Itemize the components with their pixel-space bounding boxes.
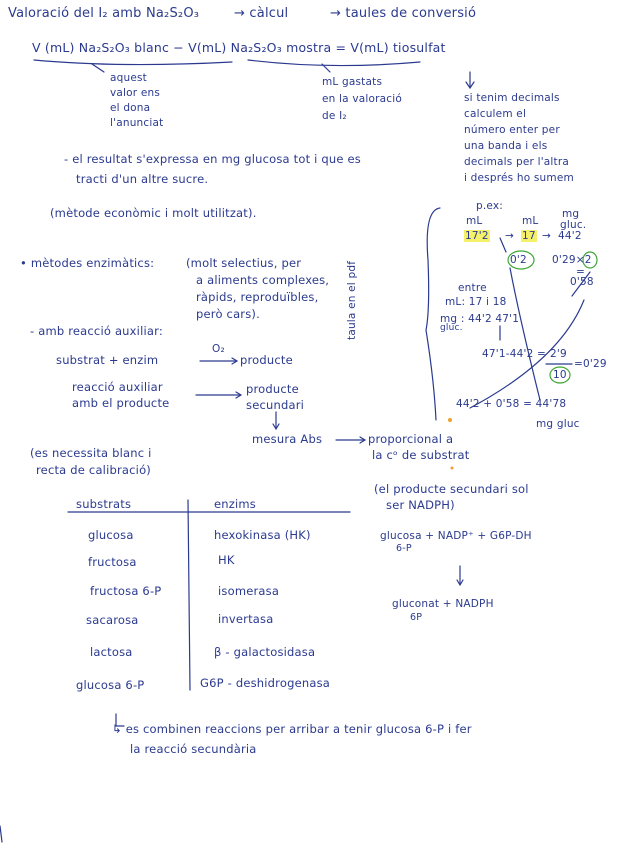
nadph-r2-sub: 6P [410, 612, 423, 623]
note-left-1: aquest [110, 72, 148, 84]
aux-r2-right-2: secundari [246, 398, 305, 412]
example-diff: 47'1-44'2 = [482, 348, 546, 360]
enzymatic-line-3: ràpids, reproduïbles, [196, 290, 319, 304]
example-mg-row: mg : 44'2 47'1 [440, 313, 520, 325]
example-entre: entre [458, 282, 487, 294]
aux-prop-1: proporcional a [368, 432, 454, 446]
nadph-r1-sub: 6-P [396, 543, 412, 554]
aux-r1-over: O₂ [212, 343, 225, 355]
example-eq: = [576, 266, 585, 278]
result-note-2: tracti d'un altre sucre. [76, 172, 209, 186]
nadph-r1: glucosa + NADP⁺ + G6P-DH [380, 530, 532, 542]
brace-left [34, 60, 232, 65]
circle-ten [550, 367, 570, 383]
method-note: (mètode econòmic i molt utilitzat). [50, 206, 257, 220]
example-frac-num: 2'9 [550, 348, 567, 360]
note-left-4: l'anunciat [110, 117, 164, 129]
aux-r1-right: producte [240, 353, 293, 367]
nadph-note-2: ser NADPH) [386, 498, 455, 512]
note-right-5: decimals per l'altra [464, 156, 570, 168]
note-right-2: calculem el [464, 108, 527, 120]
note-mid-1: mL gastats [322, 76, 383, 88]
example-label: p.ex: [476, 200, 504, 212]
table-row-1-enzim: hexokinasa (HK) [214, 528, 311, 542]
circle-x2 [583, 252, 597, 268]
example-frac-res: =0'29 [574, 358, 607, 370]
example-col3-b: gluc. [560, 219, 587, 231]
example-sum: 44'2 + 0'58 = 44'78 [456, 398, 567, 410]
table-row-4-enzim: invertasa [218, 612, 274, 626]
example-arrow-2: → [542, 230, 551, 242]
example-col2: mL [522, 215, 539, 227]
formula-main: V (mL) Na₂S₂O₃ blanc − V(mL) Na₂S₂O₃ mostra = V(mL) tiosulfat [32, 40, 446, 55]
note-left-3: el dona [110, 102, 151, 114]
note-right-1: si tenim decimals [464, 92, 560, 104]
example-mg-sub: gluc. [440, 323, 463, 333]
table-row-5-enzim: β - galactosidasa [214, 645, 316, 659]
table-row-2-substrat: fructosa [88, 555, 137, 569]
table-header-enzims: enzims [214, 497, 256, 511]
footer-line-2: la reacció secundària [130, 742, 257, 756]
table-row-5-substrat: lactosa [90, 645, 133, 659]
header-arrow-calcul: → càlcul [234, 6, 289, 21]
example-col1: mL [466, 215, 483, 227]
example-v3: 44'2 [558, 230, 582, 242]
example-v1: 17'2 [465, 230, 489, 242]
aux-measure: mesura Abs [252, 432, 323, 446]
example-mult: 0'29×2 [552, 254, 592, 266]
note-mid-2: en la valoració [322, 93, 402, 105]
note-right-6: i després ho sumem [464, 172, 574, 184]
aux-blank-1: (es necessita blanc i [30, 446, 152, 460]
example-ml-row: mL: 17 i 18 [445, 296, 507, 308]
example-frac-den: 10 [553, 369, 567, 381]
nadph-note-1: (el producte secundari sol [374, 482, 529, 496]
example-col3-a: mg [562, 208, 580, 220]
side-label-pdf: taula en el pdf [346, 260, 358, 340]
aux-r2-left-2: amb el producte [72, 396, 170, 410]
brace-mid [248, 60, 420, 66]
page-title: Valoració del I₂ amb Na₂S₂O₃ [8, 6, 200, 21]
aux-r1-left: substrat + enzim [56, 353, 159, 367]
nadph-r2: gluconat + NADPH [392, 598, 494, 610]
table-row-3-substrat: fructosa 6-P [90, 584, 162, 598]
table-divider [188, 500, 190, 690]
circle-dec [508, 251, 534, 269]
footer-line-1: ↳ es combinen reaccions per arribar a tenir glucosa 6-P i fer [112, 722, 472, 736]
enzymatic-title: • mètodes enzimàtics: [20, 256, 155, 270]
header-arrow-taules: → taules de conversió [330, 6, 477, 21]
example-v2: 17 [522, 230, 536, 242]
note-right-4: una banda i els [464, 140, 548, 152]
note-right-3: número enter per [464, 124, 560, 136]
table-row-6-substrat: glucosa 6-P [76, 678, 145, 692]
example-dec: 0'2 [510, 254, 527, 266]
table-row-1-substrat: glucosa [88, 528, 134, 542]
enzymatic-line-4: però cars). [196, 307, 260, 321]
table-row-3-enzim: isomerasa [218, 584, 280, 598]
table-row-2-enzim: HK [218, 553, 235, 567]
side-bracket [426, 208, 440, 420]
example-res: 0'58 [570, 276, 594, 288]
result-note-1: - el resultat s'expressa en mg glucosa tot i que es [64, 152, 362, 166]
note-left-2: valor ens [110, 87, 161, 99]
aux-r2-right-1: producte [246, 382, 299, 396]
aux-prop-2: la cᵒ de substrat [372, 448, 470, 462]
example-arrow: → [505, 230, 514, 242]
aux-r2-left-1: reacció auxiliar [72, 380, 163, 394]
table-row-4-substrat: sacarosa [86, 613, 139, 627]
note-mid-3: de I₂ [322, 110, 347, 122]
example-sum-unit: mg gluc [536, 418, 580, 430]
enzymatic-line-1: (molt selectius, per [186, 256, 302, 270]
table-header-substrats: substrats [76, 497, 132, 511]
aux-title: - amb reacció auxiliar: [30, 324, 163, 338]
aux-blank-2: recta de calibració) [36, 463, 151, 477]
table-row-6-enzim: G6P - deshidrogenasa [200, 676, 331, 690]
enzymatic-line-2: a aliments complexes, [196, 273, 330, 287]
